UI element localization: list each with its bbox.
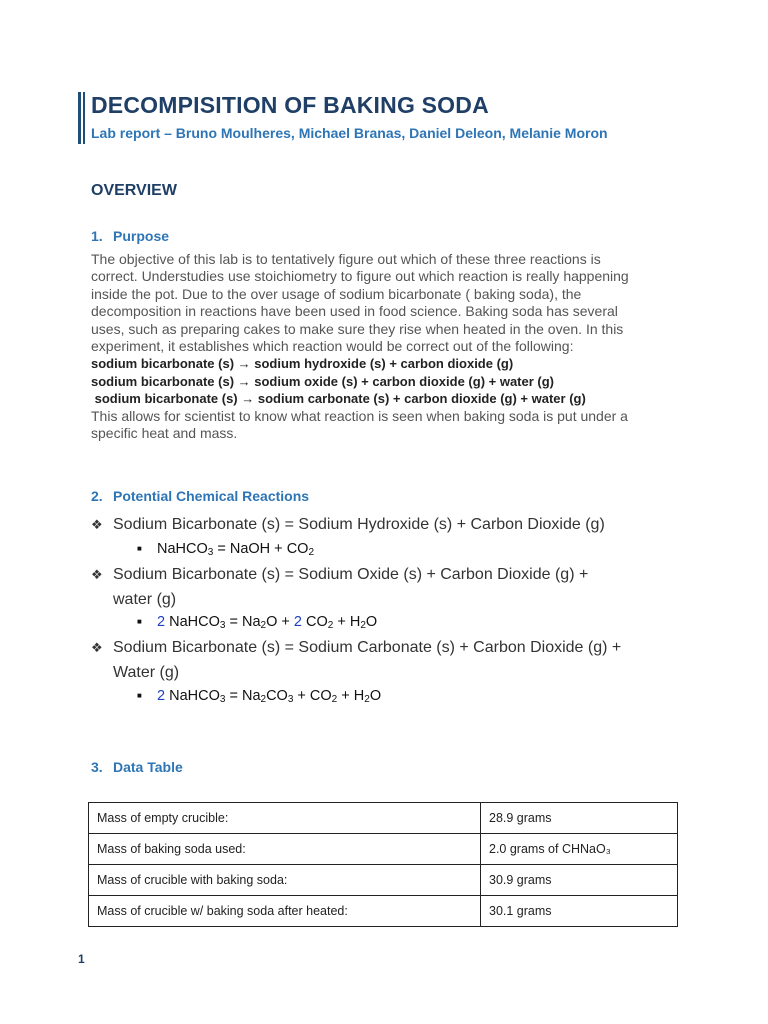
reactions-heading (91, 488, 309, 504)
reactions-number: 2. (91, 488, 103, 504)
word-equation: sodium bicarbonate (s) → sodium hydroxide (s) + carbon dioxide (g) (91, 356, 514, 372)
table-row (89, 834, 678, 865)
paragraph-line: inside the pot. Due to the over usage of sodium bicarbonate ( baking soda), the (91, 285, 582, 302)
square-bullet-icon: ■ (137, 691, 142, 700)
paragraph-line: specific heat and mass. (91, 425, 238, 442)
paragraph-line: correct. Understudies use stoichiometry to figure out which reaction is really happening (91, 268, 629, 285)
data-table-number: 3. (91, 759, 103, 775)
paragraph-line: This allows for scientist to know what reaction is seen when baking soda is put under a (91, 407, 628, 424)
table-cell-value: 30.1 grams (481, 896, 678, 927)
word-equation: sodium bicarbonate (s) → sodium carbonate (s) + carbon dioxide (g) + water (g) (91, 391, 586, 407)
table-cell-value: 30.9 grams (481, 865, 678, 896)
reaction-item (91, 635, 691, 685)
document-title: DECOMPISITION OF BAKING SODA (91, 92, 489, 118)
table-row (89, 803, 678, 834)
reaction-text-continued: water (g) (113, 591, 177, 608)
title-accent-bar (78, 92, 86, 144)
reaction-formula: ■ 2 NaHCO$_3$ = $Na_2CO_3 + CO_2 + H_2O$ (137, 688, 382, 705)
reaction-item (91, 512, 691, 537)
purpose-number: 1. (91, 228, 103, 244)
purpose-paragraph (91, 251, 691, 442)
reaction-formula: ■ NaHCO$_3$ = NaOH + $CO_2$ (137, 541, 314, 558)
diamond-bullet-icon: ❖ (91, 640, 103, 655)
data-table-heading (91, 759, 183, 775)
paragraph-line: decomposition in reactions have been used in food science. Baking soda has several (91, 303, 618, 320)
reaction-text-continued: Water (g) (113, 664, 180, 681)
square-bullet-icon: ■ (137, 544, 142, 553)
square-bullet-icon: ■ (137, 617, 142, 626)
table-cell-value: 2.0 grams of CHNaO₃ (481, 834, 678, 865)
table-row (89, 865, 678, 896)
word-equation: sodium bicarbonate (s) → sodium oxide (s) + carbon dioxide (g) + water (g) (91, 373, 555, 389)
table-cell-label: Mass of crucible with baking soda: (89, 865, 481, 896)
table-cell-value: 28.9 grams (481, 803, 678, 834)
paragraph-line: experiment, it establishes which reaction would be correct out of the following: (91, 338, 574, 355)
reaction-text: Sodium Bicarbonate (s) = Sodium Hydroxide (s) + Carbon Dioxide (g) (113, 516, 605, 533)
purpose-heading (91, 228, 169, 244)
paragraph-line: uses, such as preparing cakes to make sure they rise when heated in the oven. In this (91, 320, 624, 337)
overview-heading: OVERVIEW (91, 182, 177, 199)
paragraph-line: The objective of this lab is to tentatively figure out which of these three reactions is (91, 251, 601, 267)
document-subtitle: Lab report – Bruno Moulheres, Michael Branas, Daniel Deleon, Melanie Moron (91, 125, 608, 141)
reaction-item (91, 562, 691, 612)
reaction-text: Sodium Bicarbonate (s) = Sodium Oxide (s) + Carbon Dioxide (g) + (113, 566, 589, 583)
data-table (88, 802, 678, 927)
table-row (89, 896, 678, 927)
reactions-title: Potential Chemical Reactions (113, 488, 310, 504)
diamond-bullet-icon: ❖ (91, 567, 103, 582)
page-number: 1 (78, 952, 85, 966)
table-cell-label: Mass of baking soda used: (89, 834, 481, 865)
reaction-text: Sodium Bicarbonate (s) = Sodium Carbonate (s) + Carbon Dioxide (g) + (113, 639, 622, 656)
purpose-title: Purpose (113, 228, 170, 244)
reaction-formula: ■ 2 NaHCO$_3$ = $Na_2O + 2$ $CO_2 + H_2O$ (137, 614, 378, 631)
table-cell-label: Mass of empty crucible: (89, 803, 481, 834)
table-cell-label: Mass of crucible w/ baking soda after heated: (89, 896, 481, 927)
data-table-title: Data Table (113, 759, 183, 775)
diamond-bullet-icon: ❖ (91, 517, 103, 532)
